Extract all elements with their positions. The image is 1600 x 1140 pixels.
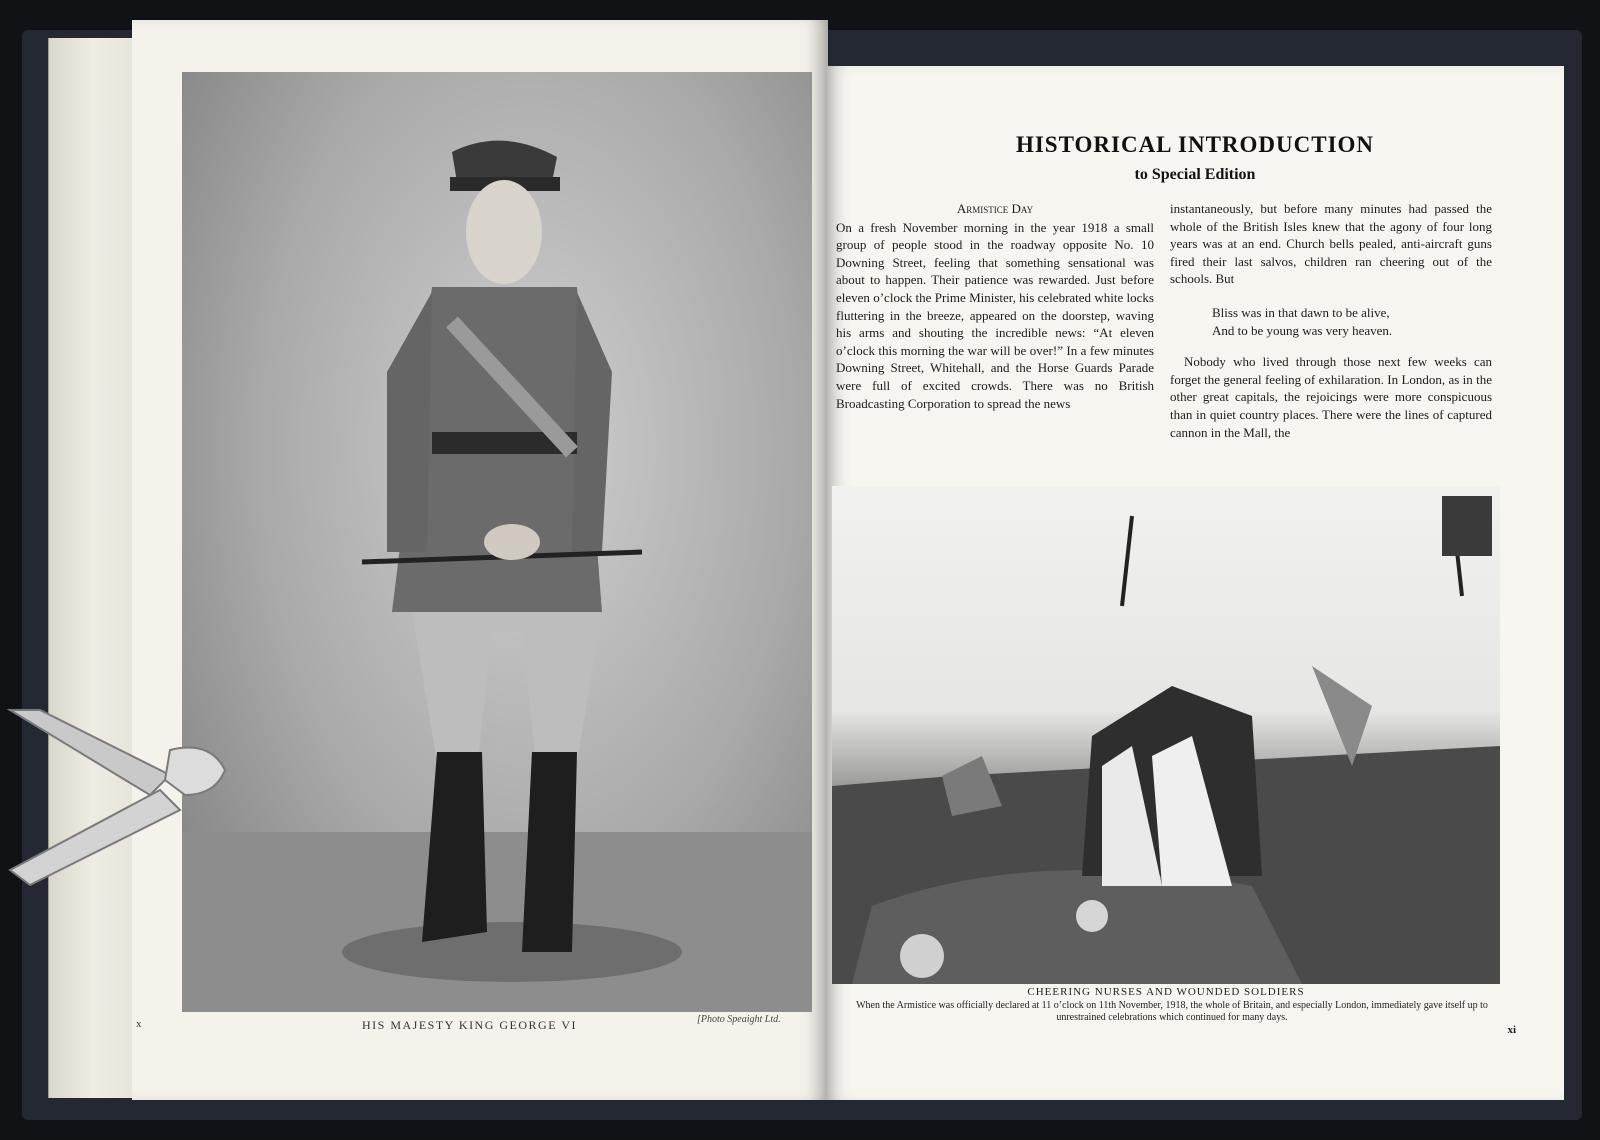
paragraph: instantaneously, but before many minutes had passed the whole of the British Isles knew that the agony of four long years was at an end. Church bells pealed, anti-aircraft guns fired their last salvos, children ran cheering out of the schools. But: [1170, 201, 1492, 287]
poem-quote: [1212, 304, 1492, 339]
celebration-photo: [832, 486, 1500, 984]
left-page: [132, 20, 828, 1100]
right-page: [826, 66, 1564, 1100]
page-subtitle: to Special Edition: [1134, 166, 1256, 183]
page-number-left: x: [136, 1018, 142, 1030]
poem-line: Bliss was in that dawn to be alive,: [1212, 304, 1390, 320]
page-number-right: xi: [1507, 1024, 1516, 1036]
photo-caption-title: CHEERING NURSES AND WOUNDED SOLDIERS: [1027, 986, 1305, 998]
portrait-photo: [182, 72, 812, 1012]
silver-bookmark: [0, 700, 240, 900]
page-title: HISTORICAL INTRODUCTION: [1015, 132, 1375, 157]
section-heading: Armistice Day: [956, 201, 1034, 216]
photo-caption-text: When the Armistice was officially declared at 11 o’clock on 11th November, 1918, the whole of Britain, and especially London, immediately gave itself up to unrestrained celebrations which continued for many days.: [856, 1000, 1488, 1023]
paragraph: Nobody who lived through those next few weeks can forget the general feeling of exhilaration. In London, as in the other great capitals, the rejoicings were more conspicuous than in quiet country places. There were the lines of captured cannon in the Mall, the: [1170, 354, 1492, 440]
text-column-left: [836, 200, 1154, 412]
text-column-right: [1170, 200, 1492, 441]
poem-line: And to be young was very heaven.: [1212, 322, 1393, 338]
paragraph: On a fresh November morning in the year 1918 a small group of people stood in the roadway opposite No. 10 Downing Street, feeling that something sensational was about to happen. Their patience was rewarded. Just before eleven o’clock the Prime Minister, his celebrated white locks fluttering in the breeze, appeared on the doorstep, waving his arms and shouting the incredible news: “At eleven o’clock this morning the war will be over!” In a few minutes Downing Street, Whitehall, and the Horse Guards Parade were full of excited crowds. There was no British Broadcasting Corporation to spread the news: [836, 219, 1154, 411]
photo-credit: [Photo Speaight Ltd.: [697, 1014, 781, 1025]
portrait-caption: HIS MAJESTY KING GEORGE VI: [362, 1018, 577, 1032]
